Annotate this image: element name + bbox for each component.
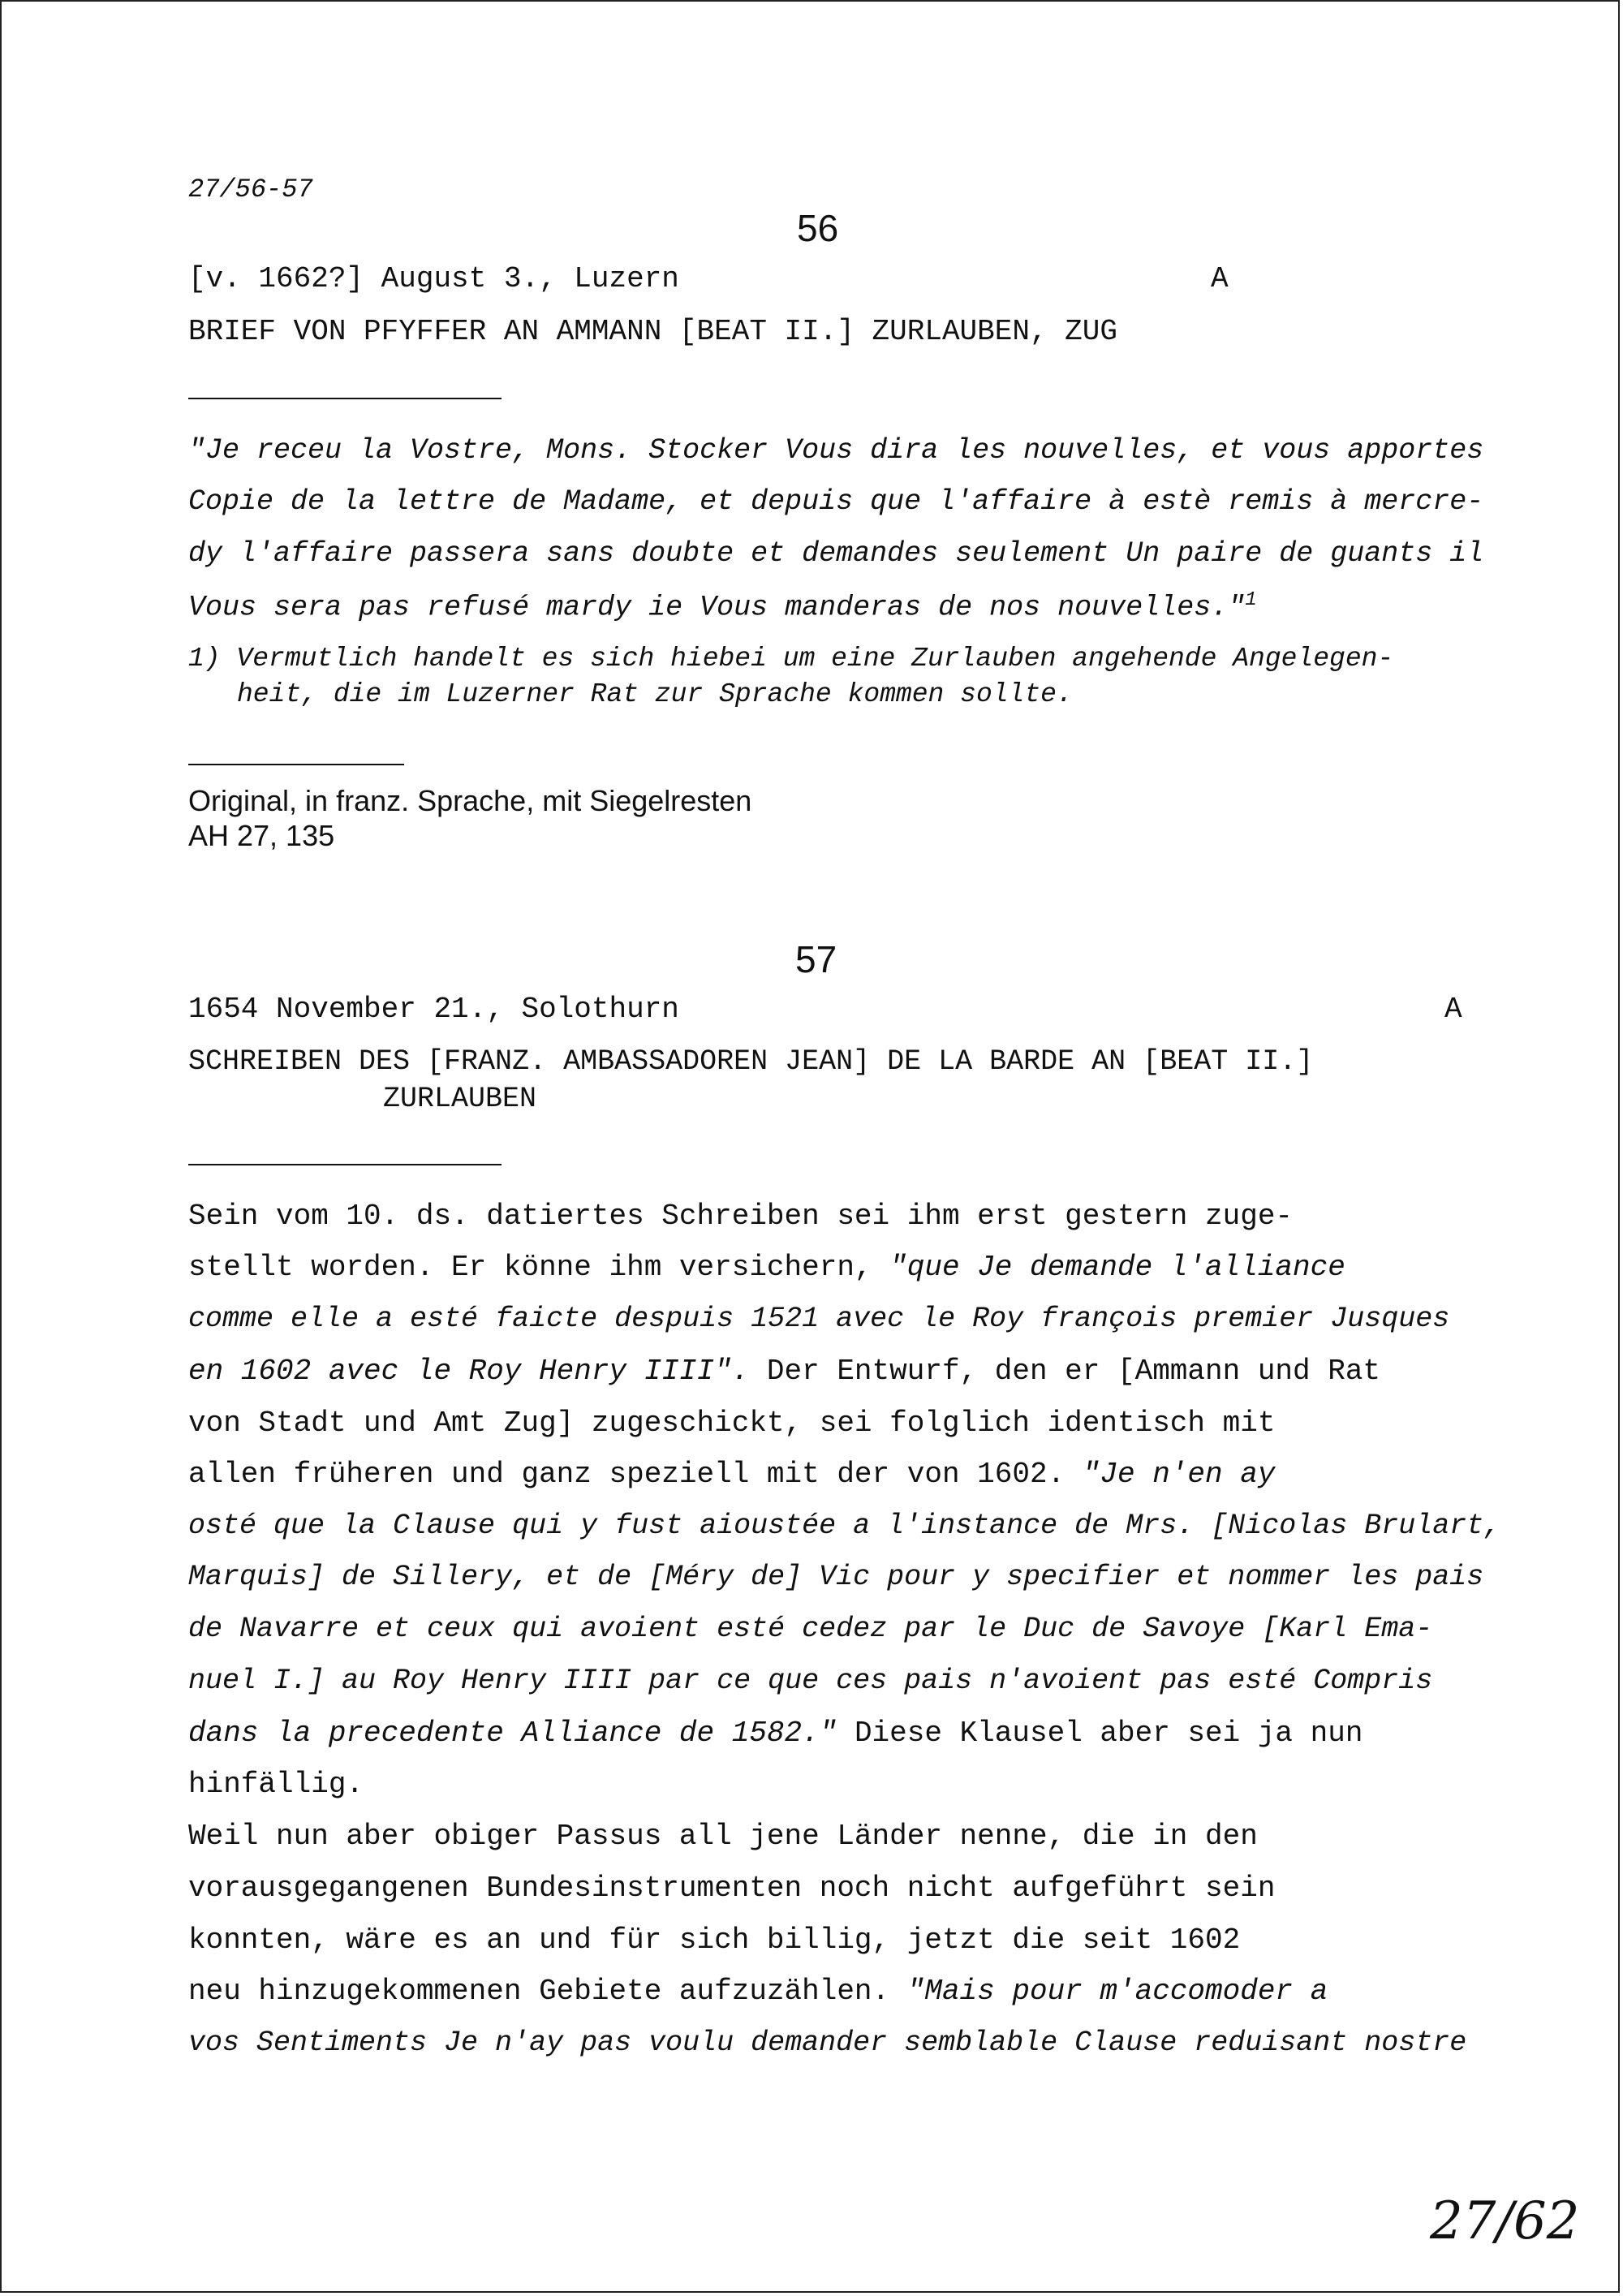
doc56-source-line: Original, in franz. Sprache, mit Siegelresten <box>188 784 752 817</box>
doc56-mark: A <box>1211 262 1229 295</box>
body-line: vos Sentiments Je n'ay pas voulu demander semblable Clause reduisant nostre <box>188 2027 1467 2059</box>
body-line: nuel I.] au Roy Henry IIII par ce que ces pais n'avoient pas esté Compris <box>188 1665 1433 1697</box>
body-quote: en 1602 avec le Roy Henry IIII". <box>188 1355 750 1388</box>
body-line: hinfällig. <box>188 1768 364 1801</box>
body-line: comme elle a esté faicte despuis 1521 avec le Roy françois premier Jusques <box>188 1303 1450 1335</box>
body-quote: "que Je demande l'alliance <box>889 1251 1345 1284</box>
quote-line: "Je receu la Vostre, Mons. Stocker Vous dira les nouvelles, et vous apportes <box>188 434 1484 467</box>
document-number-57: 57 <box>795 938 837 980</box>
doc57-title-rule <box>188 1164 502 1165</box>
footnote-line: heit, die im Luzerner Rat zur Sprache kommen sollte. <box>237 679 1073 709</box>
body-text: Der Entwurf, den er [Ammann und Rat <box>749 1355 1381 1388</box>
doc57-title-line: ZURLAUBEN <box>383 1083 537 1115</box>
doc56-archive-signature: AH 27, 135 <box>188 819 335 852</box>
quote-line: Copie de la lettre de Madame, et depuis que l'affaire à estè remis à mercre- <box>188 485 1484 518</box>
doc56-title: BRIEF VON PFYFFER AN AMMANN [BEAT II.] ZURLAUBEN, ZUG <box>188 315 1117 348</box>
quote-line: dy l'affaire passera sans doubte et demandes seulement Un paire de guants il <box>188 537 1484 570</box>
body-text: stellt worden. Er könne ihm versichern, <box>188 1251 890 1284</box>
body-line: osté que la Clause qui y fust aioustée a l'instance de Mrs. [Nicolas Brulart, <box>188 1510 1501 1542</box>
doc56-date-place: [v. 1662?] August 3., Luzern <box>188 262 679 295</box>
body-line <box>188 1355 1487 1388</box>
body-quote: "Mais pour m'accomoder a <box>906 1975 1328 2008</box>
body-text: Diese Klausel aber sei ja nun <box>837 1717 1363 1750</box>
body-line: Marquis] de Sillery, et de [Méry de] Vic pour y specifier et nommer les pais <box>188 1561 1484 1593</box>
doc57-date-place: 1654 November 21., Solothurn <box>188 993 679 1026</box>
body-line: konnten, wäre es an und für sich billig, jetzt die seit 1602 <box>188 1923 1241 1957</box>
body-line: de Navarre et ceux qui avoient esté cedez par le Duc de Savoye [Karl Ema- <box>188 1613 1433 1645</box>
document-number-56: 56 <box>797 207 839 249</box>
quote-last-text: Vous sera pas refusé mardy ie Vous manderas de nos nouvelles." <box>188 591 1246 624</box>
archive-reference: 27/56-57 <box>188 174 313 205</box>
footnote-line: 1) Vermutlich handelt es sich hiebei um eine Zurlauben angehende Angelegen- <box>188 644 1394 674</box>
doc56-title-rule <box>188 398 502 399</box>
body-quote: "Je n'en ay <box>1082 1458 1276 1491</box>
body-line <box>188 1717 1487 1750</box>
body-line: vorausgegangenen Bundesinstrumenten noch nicht aufgeführt sein <box>188 1872 1276 1905</box>
body-text: allen früheren und ganz speziell mit der von 1602. <box>188 1458 1083 1491</box>
handwritten-page-marker: 27/62 <box>1430 2191 1580 2251</box>
body-quote: dans la precedente Alliance de 1582." <box>188 1717 837 1750</box>
doc57-mark: A <box>1444 993 1462 1026</box>
body-line: Sein vom 10. ds. datiertes Schreiben sei ihm erst gestern zuge- <box>188 1200 1294 1233</box>
body-line <box>188 1458 1487 1491</box>
doc56-source-rule <box>188 764 404 765</box>
footnote-reference: 1 <box>1245 589 1257 611</box>
body-text: neu hinzugekommenen Gebiete aufzuzählen. <box>188 1975 907 2008</box>
body-line: Weil nun aber obiger Passus all jene Länder nenne, die in den <box>188 1820 1258 1853</box>
quote-line <box>188 589 1487 624</box>
body-line <box>188 1251 1487 1284</box>
doc57-title-line: SCHREIBEN DES [FRANZ. AMBASSADOREN JEAN] DE LA BARDE AN [BEAT II.] <box>188 1045 1314 1078</box>
body-line <box>188 1975 1487 2008</box>
body-line: von Stadt und Amt Zug] zugeschickt, sei folglich identisch mit <box>188 1406 1276 1440</box>
